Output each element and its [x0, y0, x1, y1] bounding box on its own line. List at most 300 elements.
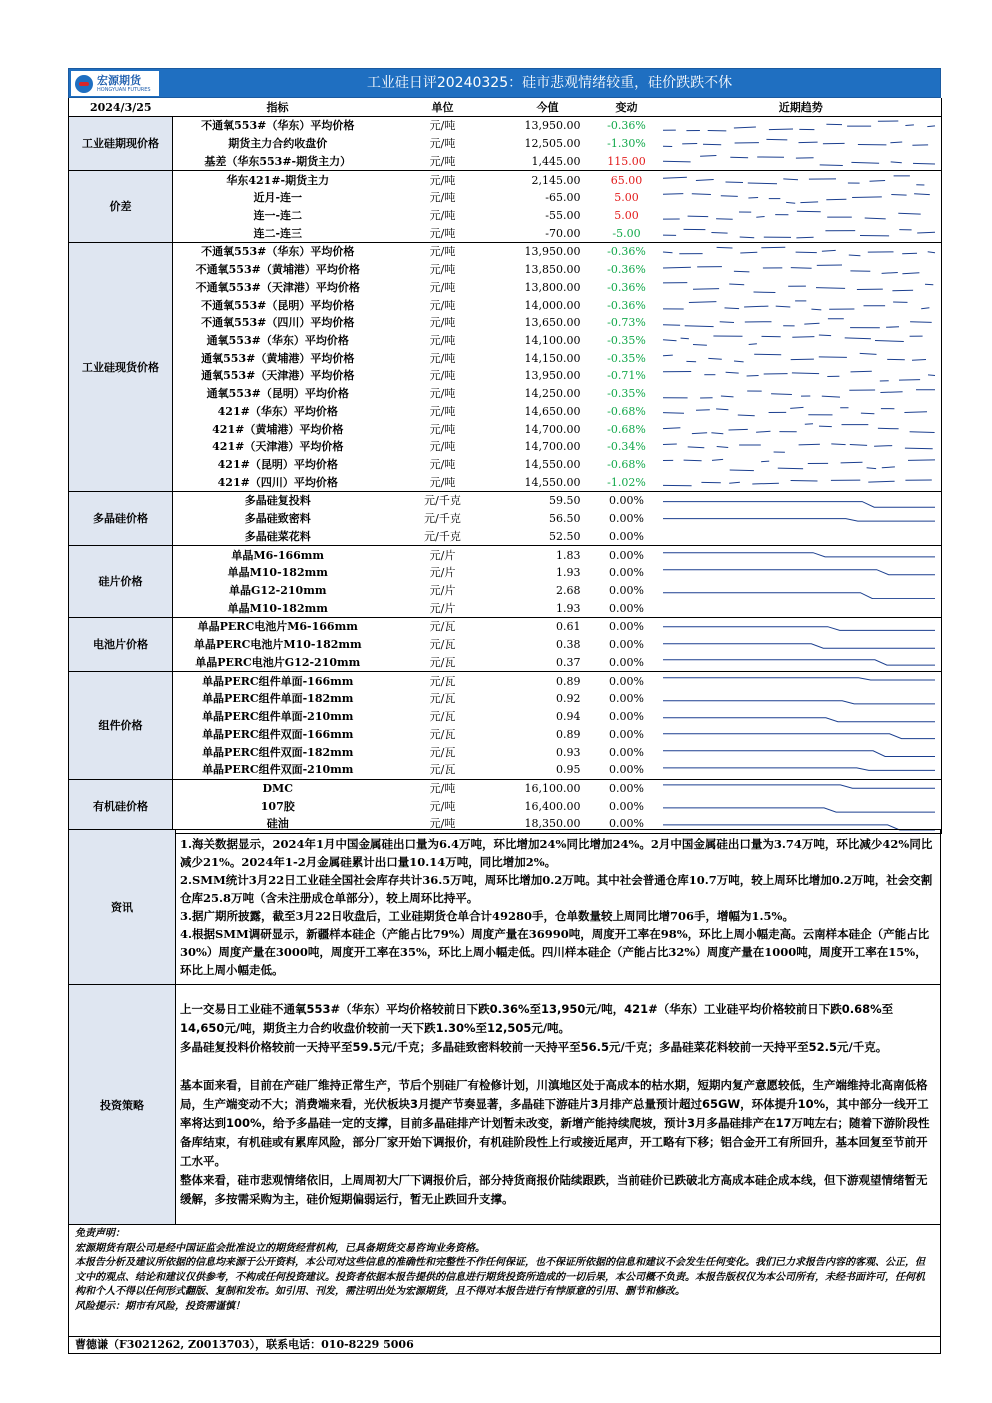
trend-sparkline	[661, 780, 939, 796]
indicator-name: 不通氧553#（天津港）平均价格	[173, 278, 383, 296]
change-cell: 5.00	[614, 191, 639, 205]
trend-sparkline	[661, 421, 939, 437]
risk-notice: 风险提示：期市有风险，投资需谨慎！	[75, 1300, 245, 1312]
indicator-name: 连二-连三	[173, 224, 383, 242]
change-cell: 0.00%	[609, 745, 644, 759]
unit-cell: 元/吨	[429, 458, 456, 472]
strategy-label: 投资策略	[69, 985, 176, 1225]
value-cell: -65.00	[545, 191, 581, 205]
indicator-name: 单晶PERC组件双面-210mm	[173, 761, 383, 779]
table-row	[69, 708, 942, 726]
table-row	[69, 243, 942, 261]
change-cell: -0.73%	[607, 316, 646, 330]
indicator-name: 单晶PERC电池片M6-166mm	[173, 618, 383, 636]
value-cell: 18,350.00	[503, 815, 593, 833]
trend-sparkline	[661, 474, 939, 490]
trend-cell	[661, 349, 942, 367]
indicator-name: 硅油	[173, 815, 383, 833]
table-row	[69, 546, 942, 564]
unit-cell: 元/吨	[429, 298, 456, 312]
indicator-name: 单晶PERC组件双面-166mm	[173, 725, 383, 743]
indicator-name: 通氧553#（天津港）平均价格	[173, 367, 383, 385]
table-row	[69, 654, 942, 672]
indicator-name: 单晶PERC组件单面-166mm	[173, 672, 383, 690]
value-cell: 14,550.00	[503, 473, 593, 491]
trend-sparkline	[661, 386, 939, 402]
trend-cell	[661, 654, 942, 672]
unit-cell: 元/瓦	[383, 654, 503, 672]
change-cell: -0.36%	[607, 263, 646, 277]
trend-sparkline	[661, 350, 939, 366]
value-cell: 13,850.00	[524, 263, 581, 277]
unit-cell: 元/吨	[429, 369, 456, 383]
analyst-contact: 曹德谦（F3021262, Z0013703），联系电话：010-8229 5006	[68, 1336, 941, 1354]
trend-cell	[661, 385, 942, 403]
value-cell: -55.00	[545, 208, 581, 222]
change-cell: 0.00%	[609, 638, 644, 652]
strategy-section	[68, 984, 941, 1225]
unit-cell: 元/吨	[429, 440, 456, 454]
trend-sparkline	[661, 654, 939, 670]
trend-cell	[661, 473, 942, 491]
value-cell: 52.50	[503, 528, 593, 546]
strategy-paragraph: 基本面来看，目前在产硅厂维持正常生产，节后个别硅厂有检修计划，川滇地区处于高成本的枯水期，短期内复产意愿较低，生产端维持北高南低格局，生产端变动不大；消费端来看，光伏板块3月提产节奏显著，多晶硅下游硅片3月排产总量预计超过65GW，环体提升10%，其中部分一线开工率将达到100%，给予多晶硅一定的支撑，目前多晶硅排产计划暂未改变，新增产能持续爬坡，预计3月多晶硅排产在17万吨左右；随着下游阶段性备库结束，有机硅或有累库风险，部分厂家开始下调报价，有机硅阶段性上行或接近尾声，开工略有下移；铝合金开工有所回升，基本回复至节前开工水平。	[180, 1078, 930, 1168]
indicator-name: 连一-连二	[173, 207, 383, 225]
table-row	[69, 314, 942, 332]
unit-cell: 元/吨	[383, 152, 503, 170]
unit-cell: 元/吨	[429, 333, 456, 347]
indicator-name: 单晶PERC电池片G12-210mm	[173, 654, 383, 672]
unit-cell: 元/瓦	[429, 692, 456, 706]
report-title: 工业硅日评20240325：硅市悲观情绪较重，硅价跌跌不休	[366, 75, 733, 91]
change-cell: -0.35%	[607, 387, 646, 401]
indicator-name: 不通氧553#（黄埔港）平均价格	[173, 261, 383, 279]
value-cell: 14,650.00	[524, 404, 581, 418]
col-trend: 近期趋势	[661, 98, 942, 117]
news-section	[68, 829, 941, 985]
trend-sparkline	[661, 207, 939, 223]
trend-cell	[661, 152, 942, 170]
indicator-name: 421#（黄埔港）平均价格	[173, 420, 383, 438]
category-label: 硅片价格	[69, 546, 173, 618]
value-cell: 13,950.00	[524, 369, 581, 383]
value-cell: 0.61	[556, 620, 581, 634]
table-row	[69, 189, 942, 207]
value-cell: 0.89	[556, 727, 581, 741]
trend-sparkline	[661, 493, 939, 509]
trend-cell	[661, 743, 942, 761]
table-row	[69, 207, 942, 225]
unit-cell: 元/千克	[424, 494, 461, 508]
unit-cell: 元/吨	[429, 263, 456, 277]
indicator-name: 单晶PERC组件单面-182mm	[173, 690, 383, 708]
value-cell: 0.37	[503, 654, 593, 672]
trend-cell	[661, 797, 942, 815]
change-cell: 0.00%	[609, 781, 644, 795]
trend-cell	[661, 420, 942, 438]
change-cell: -0.68%	[607, 458, 646, 472]
trend-sparkline	[661, 691, 939, 707]
table-row	[69, 564, 942, 582]
trend-sparkline	[661, 118, 939, 134]
trend-cell	[661, 708, 942, 726]
trend-cell	[661, 207, 942, 225]
value-cell: 14,250.00	[524, 387, 581, 401]
col-value: 今值	[503, 98, 593, 117]
table-row	[69, 403, 942, 421]
category-label: 有机硅价格	[69, 779, 173, 833]
table-row	[69, 473, 942, 491]
change-cell: 0.00%	[593, 761, 661, 779]
report-header	[68, 68, 941, 98]
strategy-paragraph: 上一交易日工业硅不通氧553#（华东）平均价格较前日下跌0.36%至13,950元/吨，421#（华东）工业硅平均价格较前日下跌0.68%至14,650元/吨，期货主力合约收盘价较前一天下跌1.30%至12,505元/吨。	[180, 1002, 894, 1035]
trend-cell	[661, 599, 942, 617]
value-cell: 14,700.00	[524, 440, 581, 454]
unit-cell: 元/吨	[429, 351, 456, 365]
trend-sparkline	[661, 279, 939, 295]
table-row	[69, 528, 942, 546]
change-cell: -5.00	[593, 224, 661, 242]
trend-cell	[661, 456, 942, 474]
value-cell: 2,145.00	[531, 173, 581, 187]
trend-cell	[661, 779, 942, 797]
change-cell: 0.00%	[609, 584, 644, 598]
change-cell: 5.00	[614, 208, 639, 222]
logo-en: HONGYUAN FUTURES	[97, 86, 151, 93]
unit-cell: 元/吨	[429, 208, 456, 222]
trend-sparkline	[661, 583, 939, 599]
value-cell: 14,700.00	[524, 422, 581, 436]
unit-cell: 元/吨	[429, 316, 456, 330]
trend-cell	[661, 135, 942, 153]
unit-cell: 元/片	[429, 584, 456, 598]
value-cell: 2.68	[556, 584, 581, 598]
value-cell: 16,100.00	[524, 781, 581, 795]
news-item: 4.根据SMM调研显示，新疆样本硅企（产能占比79%）周度产量在36990吨，周度开工率在98%，环比上周小幅走高。云南样本硅企（产能占比30%）周度产量在3000吨，周度开工率在35%，环比上周小幅走低。四川样本硅企（产能占比32%）周度产量在1000吨，周度开工率在15%，环比上周小幅走低。	[180, 927, 930, 977]
unit-cell: 元/片	[429, 548, 456, 562]
trend-cell	[661, 636, 942, 654]
table-row	[69, 171, 942, 189]
logo-cn: 宏源期货	[97, 73, 141, 87]
trend-sparkline	[661, 403, 939, 419]
indicator-name: 单晶PERC组件单面-210mm	[173, 708, 383, 726]
value-cell: 13,650.00	[524, 316, 581, 330]
logo-icon	[75, 75, 93, 93]
table-row	[69, 797, 942, 815]
trend-sparkline	[661, 798, 939, 814]
value-cell: 14,150.00	[524, 351, 581, 365]
col-date: 2024/3/25	[69, 98, 173, 117]
value-cell: 0.93	[556, 745, 581, 759]
table-row	[69, 152, 942, 170]
indicator-name: 多晶硅复投料	[173, 492, 383, 510]
trend-sparkline	[661, 709, 939, 725]
table-row	[69, 779, 942, 797]
unit-cell: 元/吨	[429, 781, 456, 795]
unit-cell: 元/吨	[429, 137, 456, 151]
indicator-name: 近月-连一	[173, 189, 383, 207]
trend-sparkline	[661, 457, 939, 473]
unit-cell: 元/吨	[383, 815, 503, 833]
change-cell: -1.02%	[593, 473, 661, 491]
table-row	[69, 599, 942, 617]
indicator-name: 421#（昆明）平均价格	[173, 456, 383, 474]
company-logo	[71, 71, 159, 96]
table-row	[69, 135, 942, 153]
unit-cell: 元/吨	[429, 191, 456, 205]
disclaimer-body: 本报告分析及建议所依据的信息均来源于公开资料，本公司对这些信息的准确性和完整性不作任何保证，也不保证所依据的信息和建议不会发生任何变化。我们已力求报告内容的客观、公正，但文中的观点、结论和建议仅供参考，不构成任何投资建议。投资者依据本报告提供的信息进行期货投资所造成的一切后果，本公司概不负责。本报告版权仅为本公司所有，未经书面许可，任何机构和个人不得以任何形式翻版、复制和发布。如引用、刊发，需注明出处为宏源期货，且不得对本报告进行有悖原意的引用、删节和修改。	[75, 1257, 925, 1297]
disclaimer	[68, 1224, 941, 1337]
change-cell: 0.00%	[609, 548, 644, 562]
unit-cell: 元/片	[383, 599, 503, 617]
indicator-name: 单晶PERC组件双面-182mm	[173, 743, 383, 761]
unit-cell: 元/吨	[383, 473, 503, 491]
unit-cell: 元/瓦	[429, 638, 456, 652]
value-cell: 0.92	[556, 692, 581, 706]
trend-sparkline	[661, 225, 939, 241]
table-row	[69, 438, 942, 456]
change-cell: 0.00%	[593, 528, 661, 546]
trend-sparkline	[661, 600, 939, 616]
trend-cell	[661, 224, 942, 242]
trend-sparkline	[661, 262, 939, 278]
trend-sparkline	[661, 528, 939, 544]
change-cell: -0.35%	[607, 333, 646, 347]
value-cell: 59.50	[549, 494, 581, 508]
indicator-name: 多晶硅菜花料	[173, 528, 383, 546]
trend-cell	[661, 438, 942, 456]
value-cell: 13,800.00	[524, 280, 581, 294]
table-row	[69, 349, 942, 367]
change-cell: -0.36%	[607, 298, 646, 312]
change-cell: -0.36%	[607, 245, 646, 259]
trend-sparkline	[661, 439, 939, 455]
trend-sparkline	[661, 511, 939, 527]
value-cell: 56.50	[549, 512, 581, 526]
value-cell: 1.83	[556, 548, 581, 562]
change-cell: -0.68%	[607, 404, 646, 418]
table-row	[69, 420, 942, 438]
indicator-name: 不通氧553#（华东）平均价格	[173, 117, 383, 135]
trend-cell	[661, 332, 942, 350]
table-row	[69, 690, 942, 708]
trend-sparkline	[661, 673, 939, 689]
disclaimer-title: 免责声明：	[75, 1228, 125, 1239]
trend-cell	[661, 725, 942, 743]
trend-sparkline	[661, 637, 939, 653]
trend-cell	[661, 510, 942, 528]
table-header-row	[69, 98, 942, 117]
table-row	[69, 261, 942, 279]
change-cell: 0.00%	[609, 674, 644, 688]
unit-cell: 元/吨	[429, 280, 456, 294]
indicator-table	[68, 98, 942, 834]
change-cell: -0.35%	[607, 351, 646, 365]
unit-cell: 元/吨	[429, 119, 456, 133]
trend-cell	[661, 189, 942, 207]
indicator-name: 421#（四川）平均价格	[173, 473, 383, 491]
table-row	[69, 636, 942, 654]
news-item: 1.海关数据显示，2024年1月中国金属硅出口量为6.4万吨，环比增加24%同比增加24%。2月中国金属硅出口量为3.74万吨，环比减少42%同比减少21%。2024年1-2月金属硅累计出口量10.14万吨，同比增加2%。	[180, 837, 933, 869]
change-cell: 0.00%	[609, 512, 644, 526]
table-row	[69, 332, 942, 350]
trend-cell	[661, 618, 942, 636]
change-cell: 0.00%	[609, 727, 644, 741]
col-indicator: 指标	[173, 98, 383, 117]
disclaimer-body: 宏源期货有限公司是经中国证监会批准设立的期货经营机构，已具备期货交易咨询业务资格。	[75, 1242, 485, 1254]
trend-sparkline	[661, 744, 939, 760]
col-unit: 单位	[383, 98, 503, 117]
value-cell: 13,950.00	[524, 119, 581, 133]
indicator-name: 107胶	[173, 797, 383, 815]
table-body	[69, 117, 942, 834]
indicator-name: 不通氧553#（华东）平均价格	[173, 243, 383, 261]
indicator-name: 期货主力合约收盘价	[173, 135, 383, 153]
trend-cell	[661, 296, 942, 314]
trend-sparkline	[661, 153, 939, 169]
value-cell: 14,000.00	[524, 298, 581, 312]
trend-cell	[661, 546, 942, 564]
unit-cell: 元/瓦	[383, 761, 503, 779]
unit-cell: 元/吨	[429, 799, 456, 813]
indicator-name: 单晶M10-182mm	[173, 599, 383, 617]
table-row	[69, 725, 942, 743]
col-change: 变动	[593, 98, 661, 117]
trend-cell	[661, 314, 942, 332]
value-cell: 1.93	[556, 566, 581, 580]
trend-cell	[661, 171, 942, 189]
table-row	[69, 743, 942, 761]
trend-sparkline	[661, 726, 939, 742]
value-cell: 0.94	[556, 710, 581, 724]
indicator-name: 不通氧553#（四川）平均价格	[173, 314, 383, 332]
trend-cell	[661, 261, 942, 279]
trend-sparkline	[661, 244, 939, 260]
change-cell: 0.00%	[593, 654, 661, 672]
trend-cell	[661, 243, 942, 261]
news-item: 3.据广期所披露，截至3月22日收盘后，工业硅期货仓单合计49280手，仓单数量较上周同比增706手，增幅为1.5%。	[180, 909, 794, 923]
trend-cell	[661, 117, 942, 135]
trend-cell	[661, 492, 942, 510]
trend-cell	[661, 582, 942, 600]
indicator-name: DMC	[173, 779, 383, 797]
trend-cell	[661, 278, 942, 296]
table-row	[69, 385, 942, 403]
indicator-name: 通氧553#（黄埔港）平均价格	[173, 349, 383, 367]
change-cell: 115.00	[593, 152, 661, 170]
indicator-name: 单晶M10-182mm	[173, 564, 383, 582]
value-cell: -70.00	[503, 224, 593, 242]
unit-cell: 元/瓦	[429, 674, 456, 688]
change-cell: 0.00%	[609, 620, 644, 634]
strategy-body	[176, 985, 941, 1225]
value-cell: 0.95	[503, 761, 593, 779]
table-row	[69, 510, 942, 528]
trend-sparkline	[661, 315, 939, 331]
table-row	[69, 456, 942, 474]
trend-cell	[661, 761, 942, 779]
value-cell: 12,505.00	[524, 137, 581, 151]
value-cell: 16,400.00	[524, 799, 581, 813]
trend-sparkline	[661, 547, 939, 563]
news-label: 资讯	[69, 830, 176, 985]
table-row	[69, 492, 942, 510]
table-row	[69, 618, 942, 636]
trend-cell	[661, 564, 942, 582]
change-cell: 0.00%	[609, 692, 644, 706]
table-row	[69, 278, 942, 296]
indicator-name: 单晶PERC电池片M10-182mm	[173, 636, 383, 654]
unit-cell: 元/吨	[429, 173, 456, 187]
table-row	[69, 672, 942, 690]
indicator-name: 华东421#-期货主力	[173, 171, 383, 189]
category-label: 组件价格	[69, 672, 173, 779]
value-cell: 14,550.00	[524, 458, 581, 472]
strategy-paragraph: 多晶硅复投料价格较前一天持平至59.5元/千克；多晶硅致密料较前一天持平至56.5元/千克；多晶硅菜花料较前一天持平至52.5元/千克。	[180, 1040, 888, 1054]
unit-cell: 元/吨	[429, 422, 456, 436]
trend-sparkline	[661, 297, 939, 313]
indicator-name: 多晶硅致密料	[173, 510, 383, 528]
change-cell: -1.30%	[607, 137, 646, 151]
trend-sparkline	[661, 565, 939, 581]
category-label: 工业硅现货价格	[69, 243, 173, 492]
strategy-paragraph: 整体来看，硅市悲观情绪依旧，上周周初大厂下调报价后，部分持货商报价陆续跟跌，当前硅价已跌破北方高成本硅企成本线，但下游观望情绪暂无缓解，多按需采购为主，硅价短期偏弱运行，暂无止跌回升支撑。	[180, 1173, 928, 1206]
news-item: 2.SMM统计3月22日工业硅全国社会库存共计36.5万吨，周环比增加0.2万吨。其中社会普通仓库10.7万吨，较上周环比增加0.2万吨，社会交割仓库25.8万吨（含未注册成仓单部分），较上周环比持平。	[180, 873, 933, 905]
change-cell: -0.68%	[607, 422, 646, 436]
change-cell: -0.71%	[607, 369, 646, 383]
indicator-name: 通氧553#（昆明）平均价格	[173, 385, 383, 403]
category-label: 多晶硅价格	[69, 492, 173, 546]
trend-sparkline	[661, 762, 939, 778]
indicator-name: 基差（华东553#-期货主力）	[173, 152, 383, 170]
news-body	[176, 830, 941, 985]
table-row	[69, 224, 942, 242]
indicator-name: 不通氧553#（昆明）平均价格	[173, 296, 383, 314]
indicator-name: 421#（华东）平均价格	[173, 403, 383, 421]
category-label: 价差	[69, 171, 173, 243]
indicator-name: 通氧553#（华东）平均价格	[173, 332, 383, 350]
unit-cell: 元/瓦	[429, 727, 456, 741]
category-label: 电池片价格	[69, 618, 173, 672]
trend-cell	[661, 672, 942, 690]
indicator-name: 单晶G12-210mm	[173, 582, 383, 600]
change-cell: 0.00%	[609, 494, 644, 508]
indicator-name: 421#（天津港）平均价格	[173, 438, 383, 456]
trend-cell	[661, 690, 942, 708]
trend-sparkline	[661, 136, 939, 152]
value-cell: 1.93	[503, 599, 593, 617]
trend-sparkline	[661, 332, 939, 348]
table-row	[69, 761, 942, 779]
unit-cell: 元/千克	[383, 528, 503, 546]
value-cell: 0.38	[556, 638, 581, 652]
value-cell: 13,950.00	[524, 245, 581, 259]
value-cell: 1,445.00	[503, 152, 593, 170]
value-cell: 14,100.00	[524, 333, 581, 347]
change-cell: 0.00%	[609, 566, 644, 580]
trend-cell	[661, 403, 942, 421]
trend-sparkline	[661, 619, 939, 635]
change-cell: 0.00%	[593, 815, 661, 833]
trend-sparkline	[661, 368, 939, 384]
unit-cell: 元/吨	[429, 387, 456, 401]
change-cell: 0.00%	[609, 799, 644, 813]
unit-cell: 元/吨	[429, 245, 456, 259]
table-row	[69, 367, 942, 385]
change-cell: -0.34%	[607, 440, 646, 454]
unit-cell: 元/瓦	[429, 620, 456, 634]
category-label: 工业硅期现价格	[69, 117, 173, 171]
